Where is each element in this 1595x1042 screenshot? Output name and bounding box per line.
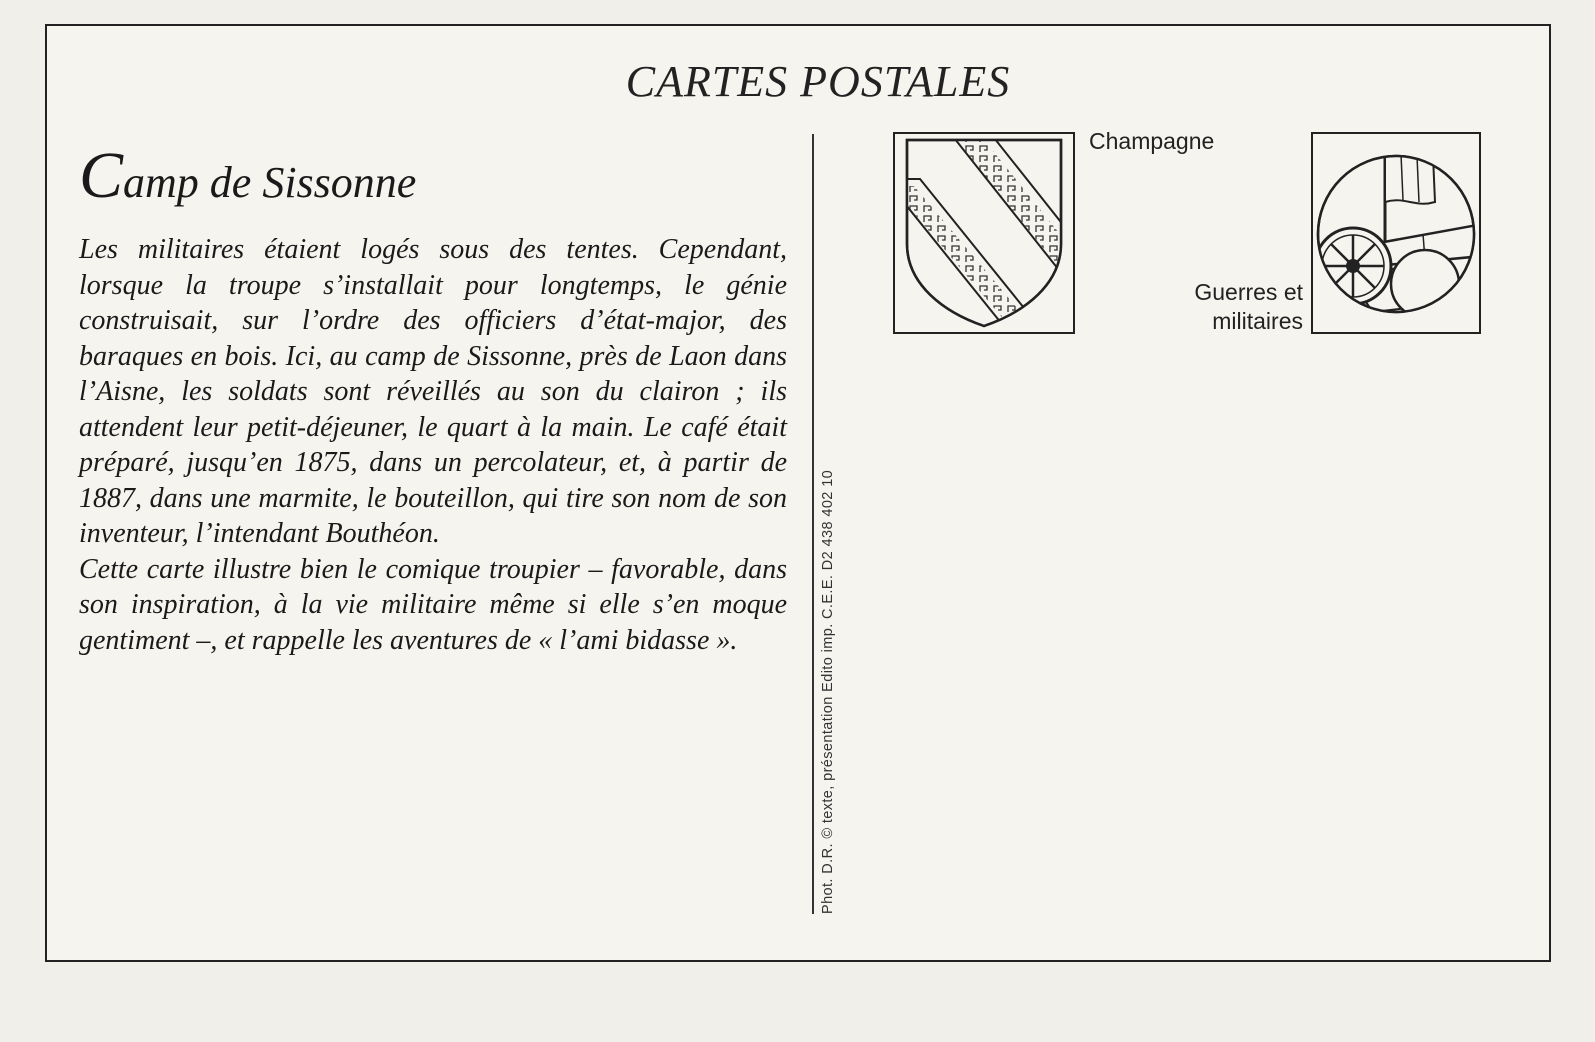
card-title xyxy=(79,138,416,214)
postcard-back xyxy=(45,24,1551,962)
cannon-flag-icon xyxy=(1313,134,1479,332)
description-paragraph-2: Cette carte illustre bien le comique troupier – favorable, dans son inspiration, à la vie militaire même si elle s’en moque gentiment –, et rappelle les aventures de « l’ami bidasse ». xyxy=(79,553,787,656)
theme-label-line2: militaires xyxy=(1212,308,1303,334)
description-text xyxy=(79,232,787,658)
vertical-divider xyxy=(812,134,814,914)
title-rest: amp de Sissonne xyxy=(123,158,417,207)
champagne-coat-of-arms-icon xyxy=(895,134,1073,332)
description-paragraph-1: Les militaires étaient logés sous des tentes. Cependant, lorsque la troupe s’installait pour longtemps, le génie construisait, sur l’ordre des officiers d’état-major, des baraques en bois. Ici, au camp de Sissonne, près de Laon dans l’Aisne, les soldats sont réveillés au son du clairon ; ils attendent leur petit-déjeuner, le quart à la main. Le café était préparé, jusqu’en 1875, dans un percolateur, et, à partir de 1887, dans une marmite, le bouteillon, qui tire son nom de son inventeur, l’intendant Bouthéon. xyxy=(79,234,787,549)
region-label: Champagne xyxy=(1089,128,1215,154)
title-initial: C xyxy=(79,139,124,212)
theme-label xyxy=(1117,278,1303,336)
theme-emblem-box xyxy=(1311,132,1481,334)
header-title: CARTES POSTALES xyxy=(625,57,1011,106)
region-emblem-box xyxy=(893,132,1075,334)
photo-credit: Phot. D.R. © texte, présentation Edito imp. C.E.E. D2 438 402 10 xyxy=(820,469,836,914)
theme-label-line1: Guerres et xyxy=(1194,279,1303,305)
